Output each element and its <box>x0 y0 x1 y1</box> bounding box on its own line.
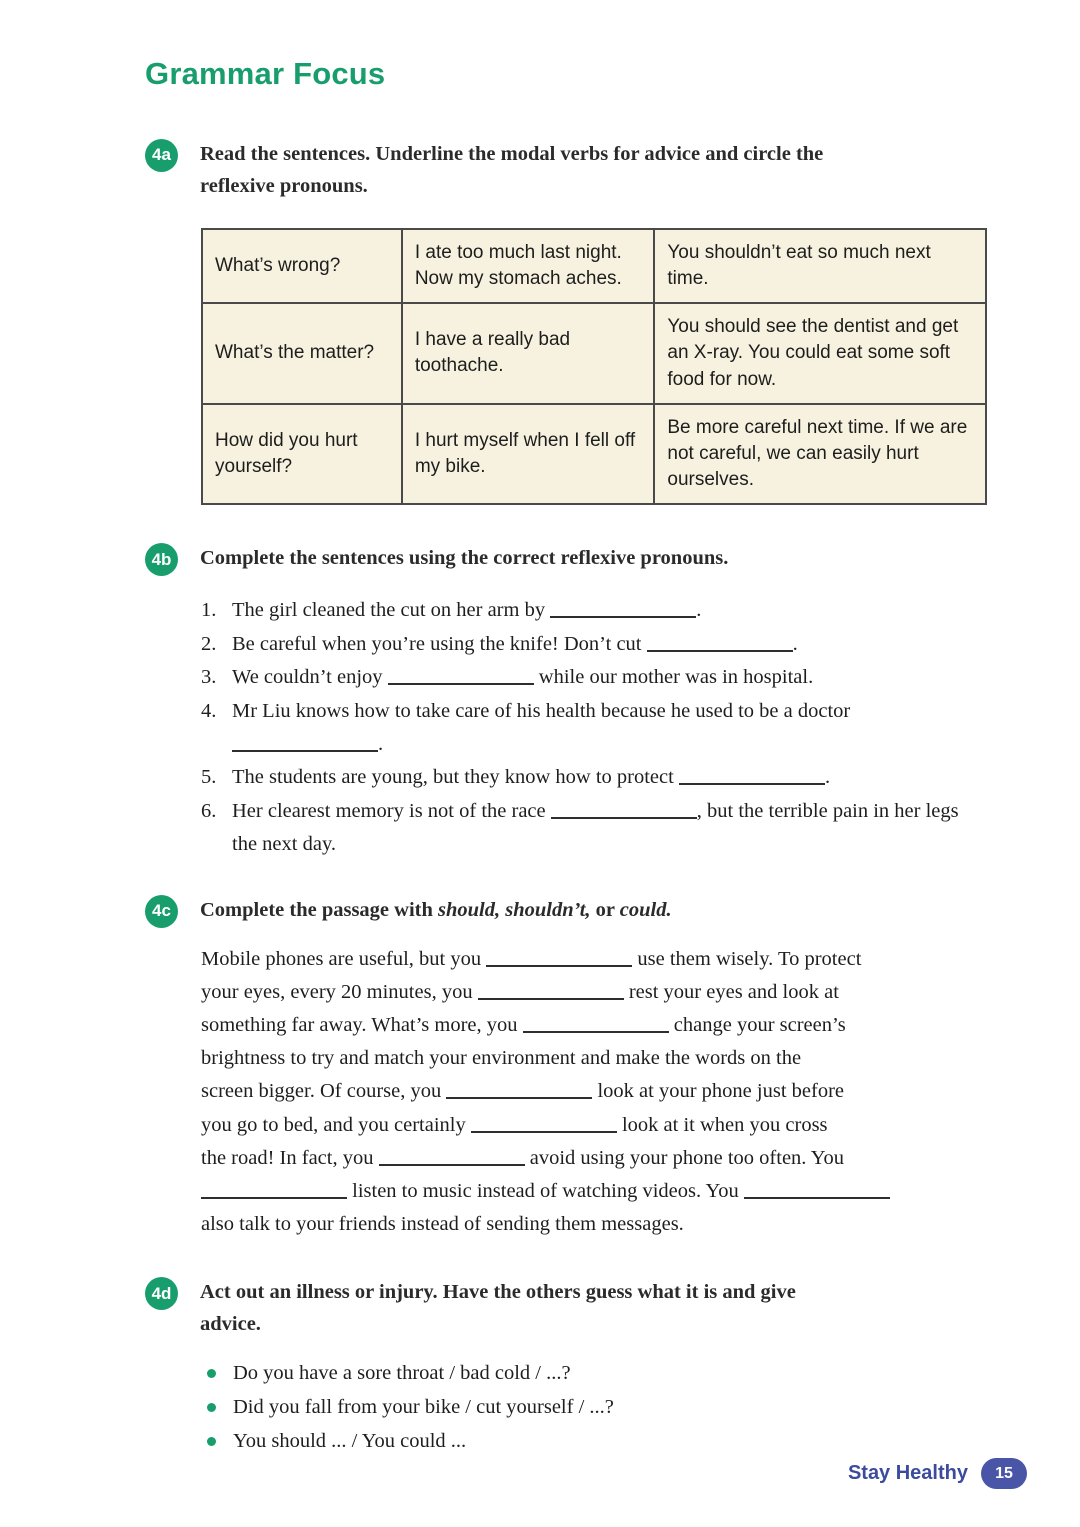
bullet-item <box>207 1391 1005 1425</box>
section-4a <box>145 138 1005 506</box>
bullet-text: Do you have a sore throat / bad cold / ...? <box>233 1362 571 1385</box>
page-title: Grammar Focus <box>145 56 386 91</box>
list-item: Be careful when you’re using the knife! Don’t cut . <box>232 632 798 655</box>
bullet-item <box>207 1357 1005 1391</box>
section-4b <box>145 542 1005 861</box>
qa-table <box>201 228 987 506</box>
section-4b-header <box>145 542 1005 576</box>
section-4a-badge: 4a <box>145 139 178 172</box>
list-item: The girl cleaned the cut on her arm by . <box>232 599 702 622</box>
blank-line <box>523 1029 669 1033</box>
section-4d-heading: Act out an illness or injury. Have the others guess what it is and give advice. <box>200 1281 796 1336</box>
blank-line <box>201 1195 347 1199</box>
list-item: The students are young, but they know how to protect . <box>232 766 831 789</box>
blank-line <box>446 1095 592 1099</box>
table-cell: How did you hurt yourself? <box>202 404 402 505</box>
passage-line: also talk to your friends instead of sending them messages. <box>201 1213 684 1236</box>
table-row <box>202 404 986 505</box>
blank-line <box>647 648 793 652</box>
exercise-list <box>201 594 971 861</box>
blank-line <box>388 681 534 685</box>
section-4a-header <box>145 138 1005 202</box>
table-cell: Be more careful next time. If we are not careful, we can easily hurt ourselves. <box>654 404 986 505</box>
list-item: Mr Liu knows how to take care of his health because he used to be a doctor . <box>232 699 851 756</box>
table-cell: I hurt myself when I fell off my bike. <box>402 404 655 505</box>
passage-line: the road! In fact, you avoid using your phone too often. You <box>201 1146 845 1169</box>
table-row <box>202 229 986 303</box>
passage-line: Mobile phones are useful, but you use them wisely. To protect <box>201 947 862 970</box>
passage-line: screen bigger. Of course, you look at your phone just before <box>201 1080 844 1103</box>
table-cell: You shouldn’t eat so much next time. <box>654 229 986 303</box>
blank-line <box>232 748 378 752</box>
table-cell: I have a really bad toothache. <box>402 303 655 404</box>
blank-line <box>478 996 624 1000</box>
bullet-item <box>207 1425 1005 1459</box>
section-4c-heading: Complete the passage with should, shouldn’t, or could. <box>200 898 672 921</box>
blank-line <box>744 1195 890 1199</box>
section-4d <box>145 1276 1005 1458</box>
section-4d-header <box>145 1276 1005 1340</box>
page-number-badge: 15 <box>981 1458 1027 1489</box>
table-cell: What’s the matter? <box>202 303 402 404</box>
section-4b-heading: Complete the sentences using the correct reflexive pronouns. <box>200 547 729 570</box>
table-cell: What’s wrong? <box>202 229 402 303</box>
bullet-text: You should ... / You could ... <box>233 1429 467 1452</box>
passage-line: listen to music instead of watching videos. You <box>201 1175 1001 1208</box>
passage-line: something far away. What’s more, you change your screen’s <box>201 1014 846 1037</box>
section-4b-badge: 4b <box>145 543 178 576</box>
blank-line <box>679 781 825 785</box>
footer-unit-label: Stay Healthy <box>847 1462 968 1484</box>
bullet-list <box>207 1357 1005 1458</box>
blank-line <box>551 815 697 819</box>
section-4c-badge: 4c <box>145 895 178 928</box>
table-row <box>202 303 986 404</box>
passage <box>201 943 1001 1242</box>
blank-line <box>379 1162 525 1166</box>
section-4d-badge: 4d <box>145 1277 178 1310</box>
section-4a-heading: Read the sentences. Underline the modal verbs for advice and circle the reflexive pronouns. <box>200 142 824 197</box>
passage-line: you go to bed, and you certainly look at it when you cross <box>201 1113 828 1136</box>
section-4c-header <box>145 894 1005 928</box>
list-item: Her clearest memory is not of the race , but the terrible pain in her legs the next day. <box>232 799 959 856</box>
footer <box>848 1458 1027 1489</box>
blank-line <box>550 614 696 618</box>
page-content <box>145 56 1005 1458</box>
bullet-icon <box>207 1437 216 1446</box>
bullet-icon <box>207 1369 216 1378</box>
table-cell: I ate too much last night. Now my stomach aches. <box>402 229 655 303</box>
bullet-text: Did you fall from your bike / cut yourself / ...? <box>233 1396 614 1419</box>
passage-line: your eyes, every 20 minutes, you rest your eyes and look at <box>201 980 839 1003</box>
bullet-icon <box>207 1403 216 1412</box>
table-cell: You should see the dentist and get an X-ray. You could eat some soft food for now. <box>654 303 986 404</box>
section-4c <box>145 894 1005 1242</box>
blank-line <box>471 1129 617 1133</box>
list-item: We couldn’t enjoy while our mother was in hospital. <box>232 666 814 689</box>
blank-line <box>486 963 632 967</box>
passage-line: brightness to try and match your environment and make the words on the <box>201 1047 802 1070</box>
